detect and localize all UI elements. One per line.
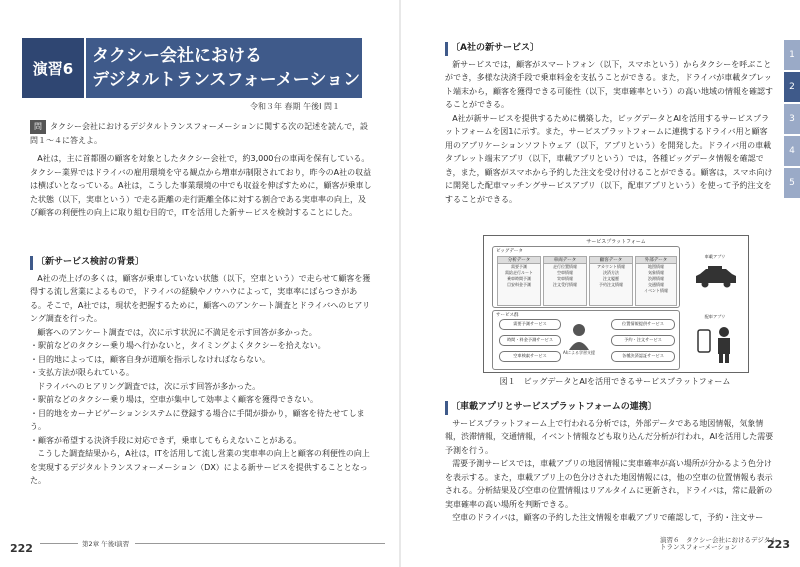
section-heading: 〔車載アプリとサービスプラットフォームの連携〕 bbox=[445, 401, 775, 415]
column-head: 外部データ bbox=[636, 257, 676, 264]
intro-paragraph-block bbox=[30, 152, 372, 220]
column-item: イベント情報 bbox=[644, 288, 668, 293]
survey-intro: 顧客へのアンケート調査では，次に示す状況に不満足を示す回答が多かった。 bbox=[37, 327, 317, 337]
column-item: 需要予測 bbox=[511, 264, 527, 269]
list-item: ・駅前などのタクシー乗り場へ行かないと，タイミングよくタクシーを拾えない。 bbox=[30, 341, 326, 350]
chapter-tab-5[interactable]: 5 bbox=[784, 168, 800, 198]
section-heading: 〔新サービス検討の背景〕 bbox=[30, 256, 372, 270]
column-item: 空車情報 bbox=[557, 270, 573, 275]
column-head: 顧客データ bbox=[590, 257, 632, 264]
list-item: ・目的地によっては，顧客自身が道順を指示しなければならない。 bbox=[30, 354, 270, 364]
question-block bbox=[30, 120, 372, 147]
footer-rule bbox=[135, 543, 385, 544]
paragraph: 空車のドライバは，顧客の予約した注文情報を車載アプリで確認して，予約・注文サー bbox=[452, 513, 764, 522]
vehicle-app-label: 車載アプリ bbox=[704, 254, 726, 259]
data-column bbox=[635, 256, 677, 306]
footer-line: 演習６ タクシー会社におけるデジタル bbox=[660, 536, 777, 544]
exercise-title-block bbox=[22, 38, 362, 98]
bigdata-group bbox=[492, 246, 680, 308]
column-item: 乗車時間予測 bbox=[507, 276, 531, 281]
right-footer bbox=[660, 537, 790, 551]
footer-chapter: 第2章 午後Ⅰ演習 bbox=[82, 540, 130, 548]
column-item: 決済方法 bbox=[603, 270, 619, 275]
page-gutter bbox=[399, 0, 401, 567]
column-head: 車両データ bbox=[544, 257, 586, 264]
footer-line: トランスフォーメーション bbox=[660, 543, 737, 551]
question-badge: 問 bbox=[30, 120, 46, 134]
paragraph: 新サービスでは，顧客がスマートフォン（以下，スマホという）からタクシーを呼ぶことができ，多様な決済手段で乗車料金を支払うことができる。また，ドライバが車載タブレット端末から，顧客を獲得できる可能性（以下，実車確率という）の高い地域の情報を確認することができる。 bbox=[445, 59, 773, 109]
exercise-title bbox=[92, 44, 360, 92]
chapter-tab-4[interactable]: 4 bbox=[784, 136, 800, 166]
list-item: ・顧客が希望する決済手段に対応できず，乗車してもらえないことがある。 bbox=[30, 435, 302, 445]
column-item: 注文受付情報 bbox=[553, 282, 577, 287]
figure-1 bbox=[483, 235, 749, 373]
paragraph: サービスプラットフォーム上で行われる分析では，外部データである地図情報，気象情報，渋滞情報，交通情報，イベント情報なども取り込んだ分析が行われ，AIを活用した需要予測を行う。 bbox=[445, 418, 774, 455]
question-text: タクシー会社におけるデジタルトランスフォーメーションに関する次の記述を読んで，設問１～４に答えよ。 bbox=[30, 122, 368, 145]
list-item: ・駅前などのタクシー乗り場は，空車が集中して効率よく顧客を獲得できない。 bbox=[30, 395, 318, 404]
ai-label: AIによる学習支援 bbox=[563, 350, 595, 355]
paragraph: 需要予測サービスでは，車載アプリの地図情報に実車確率が高い場所が分かるよう色分けを表示する。また，車載アプリ上の色分けされた地図情報には，他の空車の位置情報も表示される。分析結果及び空車の位置情報はリアルタイムに更新され，ドライバは，常に最新の実車確率の高い場所を判断できる。 bbox=[445, 459, 773, 509]
footer-rule bbox=[40, 543, 78, 544]
service-box: 位置情報提供サービス bbox=[611, 319, 675, 330]
column-item: 実車情報 bbox=[557, 276, 573, 281]
column-item: 渋滞情報 bbox=[648, 276, 664, 281]
chapter-tab-3[interactable]: 3 bbox=[784, 104, 800, 134]
column-item: アカウント情報 bbox=[597, 264, 625, 269]
ai-brain-icon bbox=[566, 322, 592, 352]
taxi-icon bbox=[694, 266, 738, 288]
list-item: ・支払方法が限られている。 bbox=[30, 368, 134, 377]
paragraph: A社が新サービスを提供するために構築した，ビッグデータとAIを活用するサービスプラットフォームを図1に示す。また，サービスプラットフォームに連携するドライバ用と顧客用のアプリケーションソフトウェア（以下，アプリという）を開発した。ドライバ用の車載タブレット端末アプリ（以下，車載アプリという）では，各種ビッグデータ情報を確認でき，また，顧客がスマホから予約した注文を受け付けることができる。顧客は，スマホ向けに開発した配車マッチングサービスアプリ（以下，配車アプリという）を使って予約注文をすることができる。 bbox=[445, 113, 773, 204]
column-head: 分析データ bbox=[498, 257, 540, 264]
service-box: 需要予測サービス bbox=[499, 319, 561, 330]
data-column bbox=[543, 256, 587, 306]
data-column bbox=[589, 256, 633, 306]
hearing-intro: ドライバへのヒアリング調査では，次に示す回答が多かった。 bbox=[37, 381, 261, 391]
dispatch-app-label: 配車アプリ bbox=[704, 314, 726, 319]
services-label: サービス群 bbox=[496, 313, 519, 318]
title-line-1: タクシー会社における bbox=[92, 46, 262, 66]
page-number: 223 bbox=[767, 538, 790, 551]
title-line-2: デジタルトランスフォーメーション bbox=[92, 70, 361, 90]
background-section bbox=[30, 252, 372, 488]
page-number: 222 bbox=[10, 542, 33, 555]
left-footer bbox=[10, 537, 390, 555]
figure-caption: 図１ ビッグデータとAIを活用できるサービスプラットフォーム bbox=[499, 377, 731, 386]
bigdata-label: ビッグデータ bbox=[496, 249, 523, 254]
data-column bbox=[497, 256, 541, 306]
column-item: 目安料金予測 bbox=[507, 282, 531, 287]
linkage-section bbox=[445, 397, 775, 525]
footer-chapter bbox=[660, 537, 777, 551]
column-item: 交通情報 bbox=[648, 282, 664, 287]
service-box: 各種決済認証サービス bbox=[611, 351, 675, 362]
exercise-label: 演習6 bbox=[22, 38, 86, 98]
column-item: 注文履歴 bbox=[603, 276, 619, 281]
section-heading: 〔A社の新サービス〕 bbox=[445, 42, 775, 56]
new-service-section bbox=[445, 38, 775, 206]
exam-meta: 令和３年 春期 午後Ⅰ 問１ bbox=[250, 102, 340, 111]
smartphone-user-icon bbox=[696, 324, 736, 364]
column-item: 地図情報 bbox=[648, 264, 664, 269]
chapter-tab-1[interactable]: 1 bbox=[784, 40, 800, 70]
column-item: 予約注文情報 bbox=[599, 282, 623, 287]
column-item: 走行位置情報 bbox=[553, 264, 577, 269]
column-item: 需給走行ルート bbox=[505, 270, 533, 275]
chapter-tab-2[interactable]: 2 bbox=[784, 72, 800, 102]
platform-title: サービスプラットフォーム bbox=[586, 239, 646, 245]
service-box: 予約・注文サービス bbox=[611, 335, 675, 346]
paragraph: A社は，主に首都圏の顧客を対象としたタクシー会社で，約3,000台の車両を保有している。タクシー業界ではドライバの雇用環境を守る観点から増車が制限されており，昨今のA社の収益は横ばいとなっている。A社は，こうした事業環境の中でも収益を伸ばすために，顧客が乗車した状態（以下，実車という）で走る距離の走行距離全体に対する割合である実車率の向上，及び顧客の利便性の向上に取り組む目的で，ITを活用した新サービスを検討することにした。 bbox=[30, 154, 372, 217]
paragraph: A社の売上げの多くは，顧客が乗車していない状態（以下，空車という）で走らせて顧客を獲得する流し営業によるもので，ドライバの経験やノウハウによって，実車率にばらつきがある。そこで，A社では，現状を把握するために，顧客へのアンケート調査とドライバへのヒアリング調査を行った。 bbox=[30, 273, 371, 323]
paragraph: こうした調査結果から，A社は，ITを活用して流し営業の実車率の向上と顧客の利便性の向上を実現するデジタルトランスフォーメーション（DX）による新サービスを提供することとなった。 bbox=[30, 449, 370, 485]
service-box: 時間・料金予測サービス bbox=[499, 335, 561, 346]
column-item: 気象情報 bbox=[648, 270, 664, 275]
service-box: 空車検索サービス bbox=[499, 351, 561, 362]
list-item: ・目的地をカーナビゲーションシステムに登録する場合に手間が掛かり，顧客を待たせてしまう。 bbox=[30, 408, 365, 431]
